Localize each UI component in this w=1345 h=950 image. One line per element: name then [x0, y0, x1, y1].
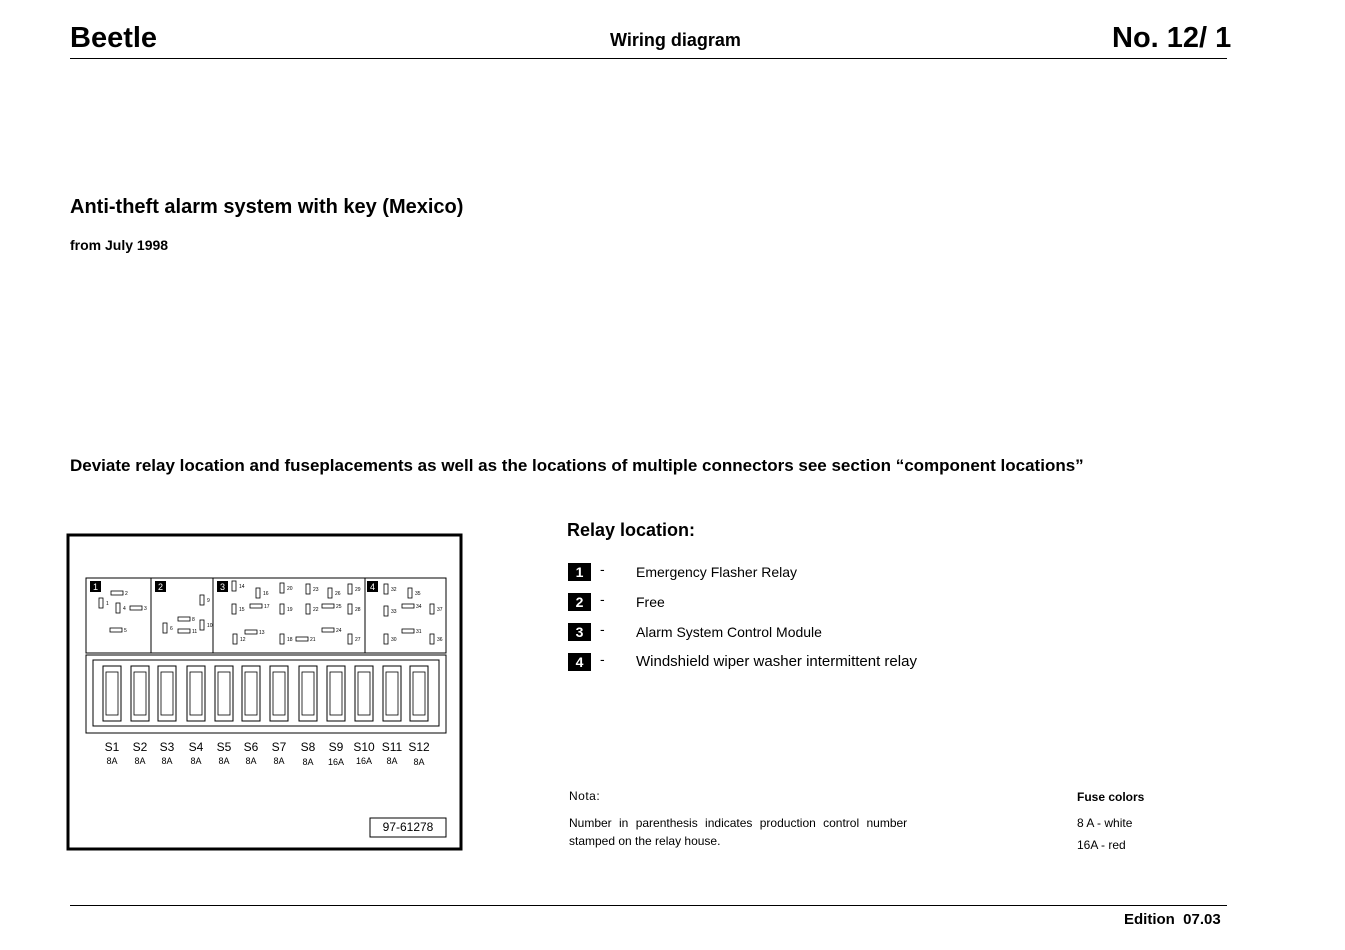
terminal-number: 36: [437, 637, 443, 643]
relay-description: Alarm System Control Module: [636, 624, 822, 640]
note-text-line1: Number in parenthesis indicates production control number: [569, 816, 908, 830]
panel-number-3: [217, 581, 228, 592]
fuse-label: S9: [328, 740, 344, 754]
relay-number-badge: 1: [568, 563, 591, 581]
terminal-number: 18: [287, 637, 293, 643]
terminal-number: 10: [207, 623, 213, 629]
terminal-number: 12: [240, 637, 246, 643]
relay-item: [568, 593, 1068, 613]
fuse-amperage: 16A: [327, 757, 344, 767]
relay-number-badge: 2: [568, 593, 591, 611]
svg-text:1: 1: [92, 582, 99, 592]
terminal-number: 19: [287, 607, 293, 613]
svg-text:2: 2: [157, 582, 164, 592]
terminal-number: 8: [192, 617, 195, 623]
notice-text: Deviate relay location and fuseplacements as well as the locations of multiple connectors see section “component locations”: [70, 456, 1084, 475]
relay-description: Windshield wiper washer intermittent relay: [636, 653, 917, 670]
fuse-colors-heading: Fuse colors: [1077, 790, 1145, 804]
terminal-number: 27: [355, 637, 361, 643]
terminal-number: 15: [239, 607, 245, 613]
fuse-label: S8: [300, 740, 316, 754]
page-subtitle: from July 1998: [70, 237, 169, 253]
fuse-amperage: 8A: [190, 756, 202, 766]
svg-text:3: 3: [219, 582, 226, 592]
panel-number-2: [155, 581, 166, 592]
terminal-number: 1: [106, 601, 109, 607]
fuse-label: S2: [132, 740, 148, 754]
fuse-label: S4: [188, 740, 204, 754]
relay-description: Free: [636, 594, 665, 610]
terminal-number: 6: [170, 626, 173, 632]
terminal-number: 20: [287, 586, 293, 592]
note-text-line2: stamped on the relay house.: [569, 834, 721, 848]
relay-number-badge: 4: [568, 653, 591, 671]
terminal-number: 13: [259, 630, 265, 636]
fuse-amperage: 8A: [413, 757, 425, 767]
terminal-number: 33: [391, 609, 397, 615]
terminal-number: 28: [355, 607, 361, 613]
fuse-label: S7: [271, 740, 287, 754]
header-rule: [70, 58, 1227, 59]
terminal-number: 32: [391, 587, 397, 593]
terminal-number: 11: [192, 629, 198, 635]
fuse-label: S12: [408, 740, 430, 754]
fuse-amperage: 8A: [386, 756, 398, 766]
panel-number-1: [90, 581, 101, 592]
relay-item: [568, 653, 1068, 673]
relay-location-heading: Relay location:: [567, 520, 696, 540]
fuse-amperage: 8A: [218, 756, 230, 766]
fuse-amperage: 8A: [273, 756, 285, 766]
terminal-number: 31: [416, 629, 422, 635]
fuse-label: S1: [104, 740, 120, 754]
fuse-amperage: 8A: [302, 757, 314, 767]
relay-panel-diagram: [66, 533, 464, 852]
fuse-color-item: 16A - red: [1077, 838, 1126, 852]
terminal-number: 17: [264, 604, 270, 610]
diagram-ref: 97-61278: [382, 820, 434, 834]
terminal-number: 24: [336, 628, 342, 634]
fuse-amperage: 16A: [355, 756, 372, 766]
terminal-number: 21: [310, 637, 316, 643]
fuse-label: S6: [243, 740, 259, 754]
diagram-frame: [68, 535, 461, 849]
terminal-number: 37: [437, 607, 443, 613]
terminal-number: 5: [124, 628, 127, 634]
terminal-number: 4: [123, 606, 126, 612]
terminal-number: 23: [313, 587, 319, 593]
header-number: No. 12/ 1: [1112, 22, 1232, 54]
fuse-label: S10: [353, 740, 375, 754]
fuse-label: S5: [216, 740, 232, 754]
footer-rule: [70, 905, 1227, 906]
relay-item: [568, 623, 1068, 643]
fuse-amperage: 8A: [134, 756, 146, 766]
note-label: Nota:: [569, 789, 601, 803]
fuse-amperage: 8A: [245, 756, 257, 766]
terminal-number: 14: [239, 584, 245, 590]
terminal-number: 16: [263, 591, 269, 597]
terminal-number: 22: [313, 607, 319, 613]
terminal-number: 3: [144, 606, 147, 612]
relay-dash: -: [600, 651, 605, 667]
fuse-amperage: 8A: [106, 756, 118, 766]
terminal-number: 26: [335, 591, 341, 597]
svg-text:4: 4: [369, 582, 376, 592]
relay-dash: -: [600, 591, 605, 607]
header-model: Beetle: [70, 22, 158, 54]
relay-dash: -: [600, 561, 605, 577]
relay-number-badge: 3: [568, 623, 591, 641]
header-doc-type: Wiring diagram: [610, 30, 741, 50]
terminal-number: 9: [207, 598, 210, 604]
fuse-label: S3: [159, 740, 175, 754]
terminal-number: 25: [336, 604, 342, 610]
terminal-number: 35: [415, 591, 421, 597]
relay-item: [568, 563, 1068, 583]
terminal-number: 30: [391, 637, 397, 643]
panel-number-4: [367, 581, 378, 592]
terminal-number: 34: [416, 604, 422, 610]
fuse-label: S11: [381, 740, 403, 754]
fuse-color-item: 8 A - white: [1077, 816, 1133, 830]
relay-description: Emergency Flasher Relay: [636, 564, 798, 580]
footer-edition: Edition 07.03: [1124, 911, 1221, 928]
fuse-amperage: 8A: [161, 756, 173, 766]
relay-dash: -: [600, 621, 605, 637]
terminal-number: 2: [125, 591, 128, 597]
terminal-number: 29: [355, 587, 361, 593]
page-title: Anti-theft alarm system with key (Mexico): [70, 196, 464, 218]
